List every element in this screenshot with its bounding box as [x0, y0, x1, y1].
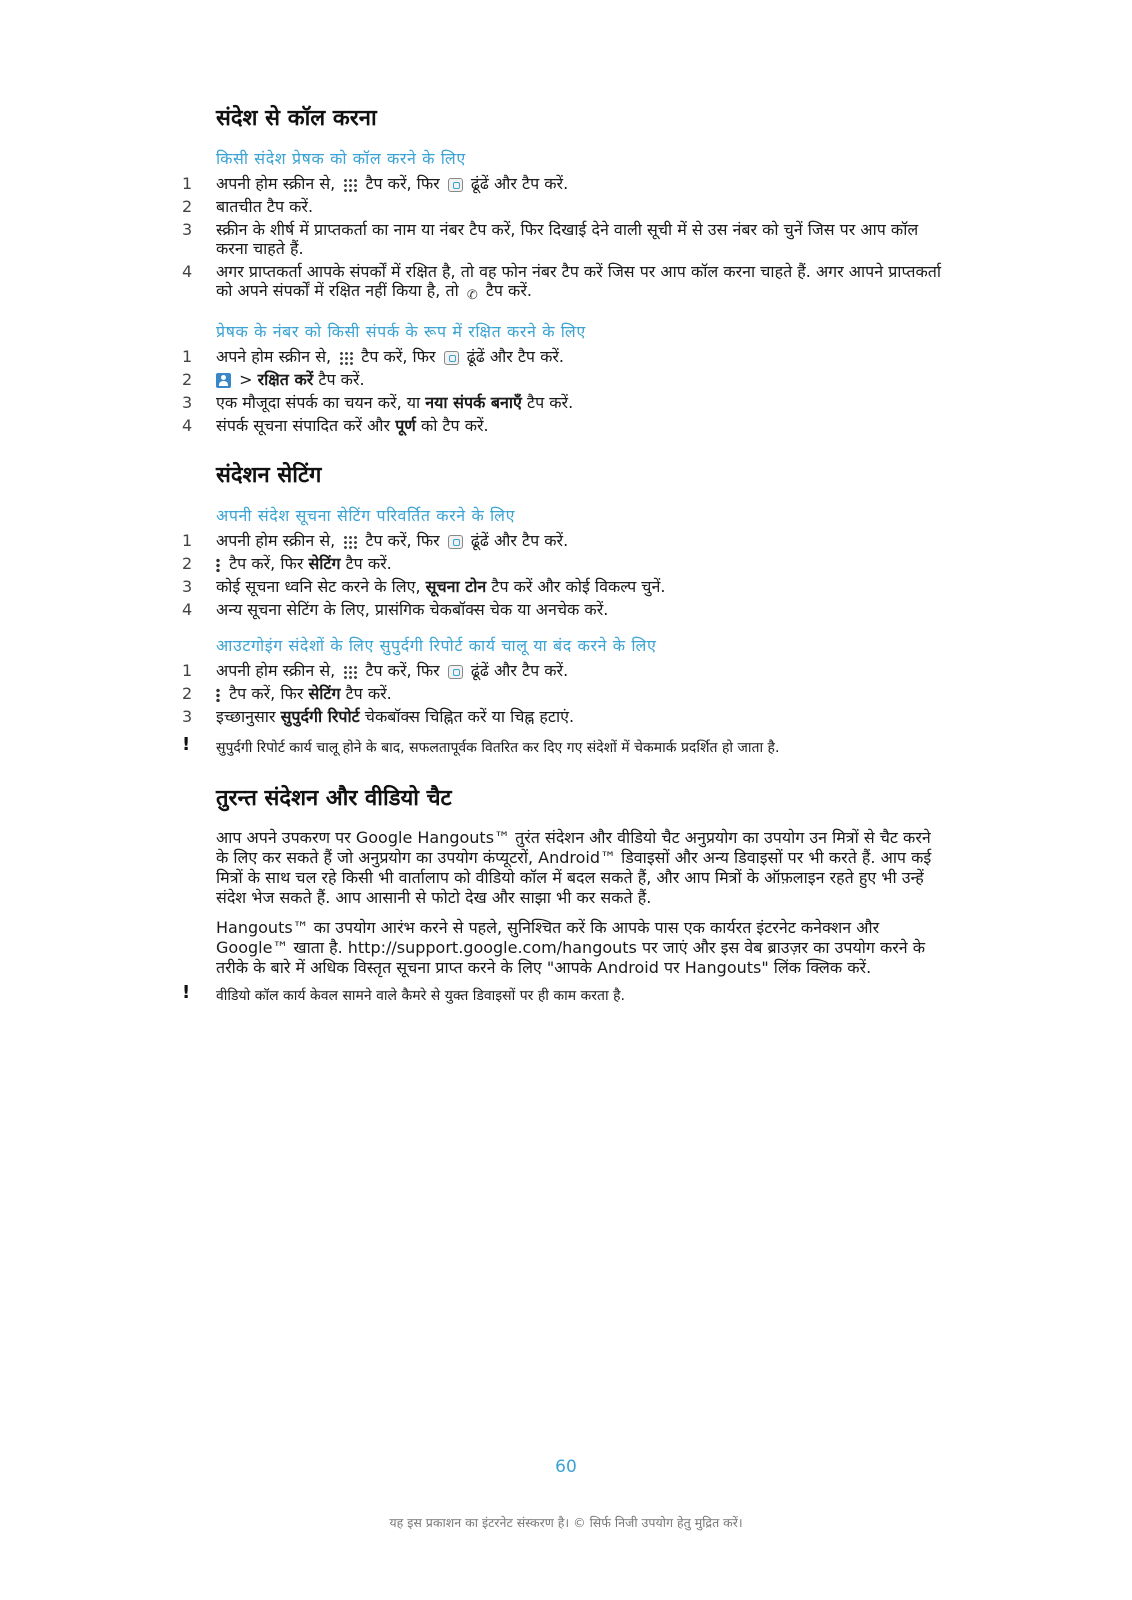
step-text: टैप करें, फिर [361, 347, 436, 366]
step-text: कोई सूचना ध्वनि सेट करने के लिए, [216, 577, 421, 596]
steps-notification-settings [182, 531, 942, 619]
page-content [182, 104, 942, 1004]
step-text: अपनी होम स्क्रीन से, [216, 174, 336, 193]
step-text: टैप करें, फिर [229, 684, 304, 703]
list-item [182, 661, 942, 680]
apps-grid-icon [343, 178, 357, 192]
list-item [182, 174, 942, 193]
step-text: अगर प्राप्तकर्ता आपके संपर्कों में रक्षित है, तो वह फोन नंबर टैप करें जिस पर आप कॉल करना चाहते हैं. अगर आपने प्राप्तकर्ता को अपने संपर्कों में रक्षित नहीं किया है, तो [216, 262, 942, 300]
list-item [182, 262, 942, 305]
step-bold-label: सुपुर्दगी रिपोर्ट [280, 707, 360, 726]
list-item [182, 600, 942, 619]
contact-person-icon [216, 373, 231, 388]
step-text: ढूंढें और टैप करें. [470, 661, 569, 680]
step-number: 4 [182, 600, 193, 619]
list-item [182, 416, 942, 435]
step-text: टैप करें. [485, 281, 532, 300]
step-text: बातचीत टैप करें. [216, 197, 314, 216]
messaging-app-icon [444, 351, 459, 365]
note-icon: ! [182, 734, 191, 755]
step-number: 3 [182, 577, 193, 596]
step-bold-label: पूर्ण [395, 416, 416, 435]
list-item [182, 393, 942, 412]
step-bold-label: नया संपर्क बनाएँ [425, 393, 522, 412]
messaging-app-icon [448, 178, 463, 192]
list-item [182, 554, 942, 573]
paragraph-hangouts-intro: आप अपने उपकरण पर Google Hangouts™ तुरंत संदेशन और वीडियो चैट अनुप्रयोग का उपयोग उन मित्रों से चैट करने के लिए कर सकते हैं जो अनुप्रयोग का उपयोग कंप्यूटरों, Android™ डिवाइसों और अन्य डिवाइसों पर भी करते हैं. आप कई मित्रों के साथ चल रहे किसी भी वार्तालाप को वीडियो कॉल में बदल सकते हैं, और आप मित्रों के ऑफ़लाइन रहते हुए भी उन्हें संदेश भेज सकते हैं. आप आसानी से फोटो देख और साझा भी कर सकते हैं. [216, 828, 932, 907]
list-item [182, 684, 942, 703]
page-footer: यह इस प्रकाशन का इंटरनेट संस्करण है। © सिर्फ निजी उपयोग हेतु मुद्रित करें। [389, 1515, 743, 1530]
step-number: 3 [182, 220, 193, 239]
list-item [182, 197, 942, 216]
step-text: अपने होम स्क्रीन से, [216, 347, 332, 366]
step-text: ढूंढें और टैप करें. [470, 174, 569, 193]
list-item [182, 531, 942, 550]
list-item [182, 707, 942, 726]
note-video-call [182, 982, 942, 1004]
list-item [182, 220, 942, 258]
section-title-messaging-settings: संदेशन सेटिंग [216, 463, 322, 488]
step-number: 2 [182, 684, 193, 703]
step-text: अपनी होम स्क्रीन से, [216, 531, 336, 550]
subheading-notification-settings: अपनी संदेश सूचना सेटिंग परिवर्तित करने के लिए [216, 506, 516, 525]
list-item [182, 347, 942, 366]
step-text: अन्य सूचना सेटिंग के लिए, प्रासंगिक चेकबॉक्स चेक या अनचेक करें. [216, 600, 609, 619]
subheading-delivery-report: आउटगोइंग संदेशों के लिए सुपुर्दगी रिपोर्ट कार्य चालू या बंद करने के लिए [216, 636, 657, 655]
step-number: 4 [182, 262, 193, 281]
step-number: 2 [182, 370, 193, 389]
step-number: 2 [182, 554, 193, 573]
step-number: 1 [182, 347, 193, 366]
step-text: टैप करें. [527, 393, 574, 412]
menu-dots-icon [216, 558, 220, 572]
step-text: अपनी होम स्क्रीन से, [216, 661, 336, 680]
list-item [182, 577, 942, 596]
step-text: टैप करें, फिर [365, 531, 440, 550]
step-number: 4 [182, 416, 193, 435]
step-bold-label: सेटिंग [308, 554, 341, 573]
note-delivery-report [182, 734, 942, 756]
apps-grid-icon [343, 535, 357, 549]
step-number: 1 [182, 174, 193, 193]
step-text: इच्छानुसार [216, 707, 276, 726]
step-text: > [239, 370, 253, 389]
phone-icon: ✆ [466, 288, 478, 303]
messaging-app-icon [448, 665, 463, 679]
step-text: टैप करें, फिर [229, 554, 304, 573]
list-item [182, 370, 942, 389]
note-text: वीडियो कॉल कार्य केवल सामने वाले कैमरे से युक्त डिवाइसों पर ही काम करता है. [216, 988, 625, 1004]
steps-save-sender [182, 347, 942, 435]
step-text: एक मौजूदा संपर्क का चयन करें, या [216, 393, 421, 412]
step-text: टैप करें. [318, 370, 365, 389]
messaging-app-icon [448, 535, 463, 549]
step-text: टैप करें. [345, 684, 392, 703]
step-bold-label: सूचना टोन [425, 577, 487, 596]
step-text: ढूंढें और टैप करें. [470, 531, 569, 550]
subheading-save-sender: प्रेषक के नंबर को किसी संपर्क के रूप में रक्षित करने के लिए [216, 322, 586, 341]
note-text: सुपुर्दगी रिपोर्ट कार्य चालू होने के बाद, सफलतापूर्वक वितरित कर दिए गए संदेशों में चेकमार्क प्रदर्शित हो जाता है. [216, 740, 780, 756]
step-text: चेकबॉक्स चिह्नित करें या चिह्न हटाएं. [364, 707, 575, 726]
step-text: टैप करें, फिर [365, 174, 440, 193]
step-text: स्क्रीन के शीर्ष में प्राप्तकर्ता का नाम या नंबर टैप करें, फिर दिखाई देने वाली सूची में से उस नंबर को चुनें जिस पर आप कॉल करना चाहते हैं. [216, 220, 919, 258]
page-number: 60 [555, 1457, 577, 1477]
section-title-instant-messaging: तुरन्त संदेशन और वीडियो चैट [216, 786, 452, 811]
step-text: टैप करें, फिर [365, 661, 440, 680]
section-title-call-from-message: संदेश से कॉल करना [216, 106, 377, 131]
step-number: 1 [182, 531, 193, 550]
step-number: 3 [182, 393, 193, 412]
paragraph-hangouts-setup: Hangouts™ का उपयोग आरंभ करने से पहले, सुनिश्चित करें कि आपके पास एक कार्यरत इंटरनेट कनेक्शन और Google™ खाता है. http://support.google.com/hangouts पर जाएं और इस वेब ब्राउज़र का उपयोग करने के तरीके के बारे में अधिक विस्तृत सूचना प्राप्त करने के लिए "आपके Android पर Hangouts" लिंक क्लिक करें. [216, 918, 926, 977]
note-icon: ! [182, 982, 191, 1003]
step-text: टैप करें. [345, 554, 392, 573]
subheading-call-sender: किसी संदेश प्रेषक को कॉल करने के लिए [216, 149, 466, 168]
step-text: ढूंढें और टैप करें. [466, 347, 565, 366]
apps-grid-icon [343, 665, 357, 679]
apps-grid-icon [339, 351, 353, 365]
steps-delivery-report [182, 661, 942, 726]
step-text: टैप करें और कोई विकल्प चुनें. [491, 577, 666, 596]
menu-dots-icon [216, 688, 220, 702]
step-bold-label: रक्षित करें [257, 370, 314, 389]
step-number: 2 [182, 197, 193, 216]
step-text: संपर्क सूचना संपादित करें और [216, 416, 391, 435]
step-number: 1 [182, 661, 193, 680]
step-bold-label: सेटिंग [308, 684, 341, 703]
steps-call-sender [182, 174, 942, 305]
step-text: को टैप करें. [420, 416, 489, 435]
step-number: 3 [182, 707, 193, 726]
